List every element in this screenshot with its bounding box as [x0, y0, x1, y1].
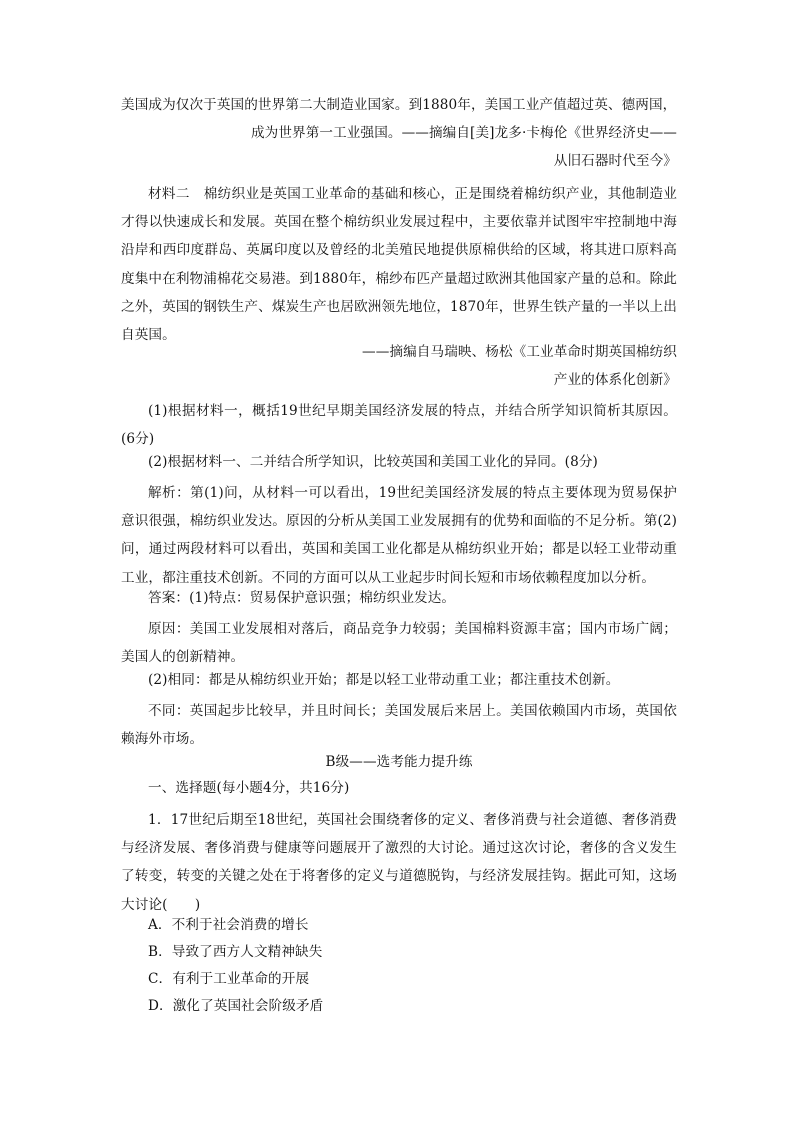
- section-b-title: B级——选考能力提升练: [325, 754, 473, 770]
- material2-source-line1: ——摘编自马瑞映、杨松《工业革命时期英国棉纺织: [362, 344, 677, 360]
- material1-source-line1: 成为世界第一工业强国。——摘编自[美]龙多·卡梅伦《世界经济史——: [250, 125, 677, 141]
- material1-source-line2: 从旧石器时代至今》: [553, 153, 677, 169]
- answer-reasons: 原因：美国工业发展相对落后，商品竞争力较弱；美国棉料资源丰富；国内市场广阔；美国人的创新精神。: [121, 621, 677, 665]
- mc-question-1-stem: 1．17世纪后期至18世纪，英国社会围绕奢侈的定义、奢侈消费与社会道德、奢侈消费与经济发展、奢侈消费与健康等问题展开了激烈的大讨论。通过这次讨论，奢侈的含义发生了转变，转变的关键之处在于将奢侈的定义与道德脱钩，与经济发展挂钩。据此可知，这场大讨论( ): [121, 812, 677, 913]
- answer-different: 不同：英国起步比较早，并且时间长；美国发展后来居上。美国依赖国内市场，英国依赖海外市场。: [121, 703, 677, 747]
- answer-features: 答案：(1)特点：贸易保护意识强；棉纺织业发达。: [148, 590, 456, 606]
- analysis-paragraph: 解析：第(1)问，从材料一可以看出，19世纪美国经济发展的特点主要体现为贸易保护意识很强，棉纺织业发达。原因的分析从美国工业发展拥有的优势和面临的不足分析。第(2)问，通过两段材料可以看出，英国和美国工业化都是从棉纺织业开始；都是以轻工业带动重工业，都注重技术创新。不同的方面可以从工业起步时间长短和市场依赖程度加以分析。: [121, 485, 677, 586]
- material2-paragraph: 材料二 棉纺织业是英国工业革命的基础和核心，正是围绕着棉纺织产业，其他制造业才得以快速成长和发展。英国在整个棉纺织业发展过程中，主要依靠并试图牢牢控制地中海沿岸和西印度群岛、英属印度以及曾经的北美殖民地提供原棉供给的区域，将其进口原料高度集中在利物浦棉花交易港。到1880年，棉纱布匹产量超过欧洲其他国家产量的总和。除此之外，英国的钢铁生产、煤炭生产也居欧洲领先地位，1870年，世界生铁产量的一半以上出自英国。: [121, 186, 677, 344]
- material2-source-line2: 产业的体系化创新》: [553, 372, 677, 388]
- mc-option-a: A．不利于社会消费的增长: [148, 917, 309, 933]
- answer-same: (2)相同：都是从棉纺织业开始；都是以轻工业带动重工业；都注重技术创新。: [148, 672, 620, 688]
- section-b-subtitle: 一、选择题(每小题4分，共16分): [148, 780, 350, 796]
- question-2: (2)根据材料一、二并结合所学知识，比较英国和美国工业化的异同。(8分): [148, 454, 598, 470]
- mc-option-b: B．导致了西方人文精神缺失: [148, 944, 323, 960]
- mc-option-d: D．激化了英国社会阶级矛盾: [148, 998, 324, 1014]
- mc-option-c: C．有利于工业革命的开展: [148, 971, 310, 987]
- question-1: (1)根据材料一，概括19世纪早期美国经济发展的特点，并结合所学知识简析其原因。(6分): [121, 403, 677, 447]
- material1-last-line: 美国成为仅次于英国的世界第二大制造业国家。到1880年，美国工业产值超过英、德两国，: [121, 97, 677, 113]
